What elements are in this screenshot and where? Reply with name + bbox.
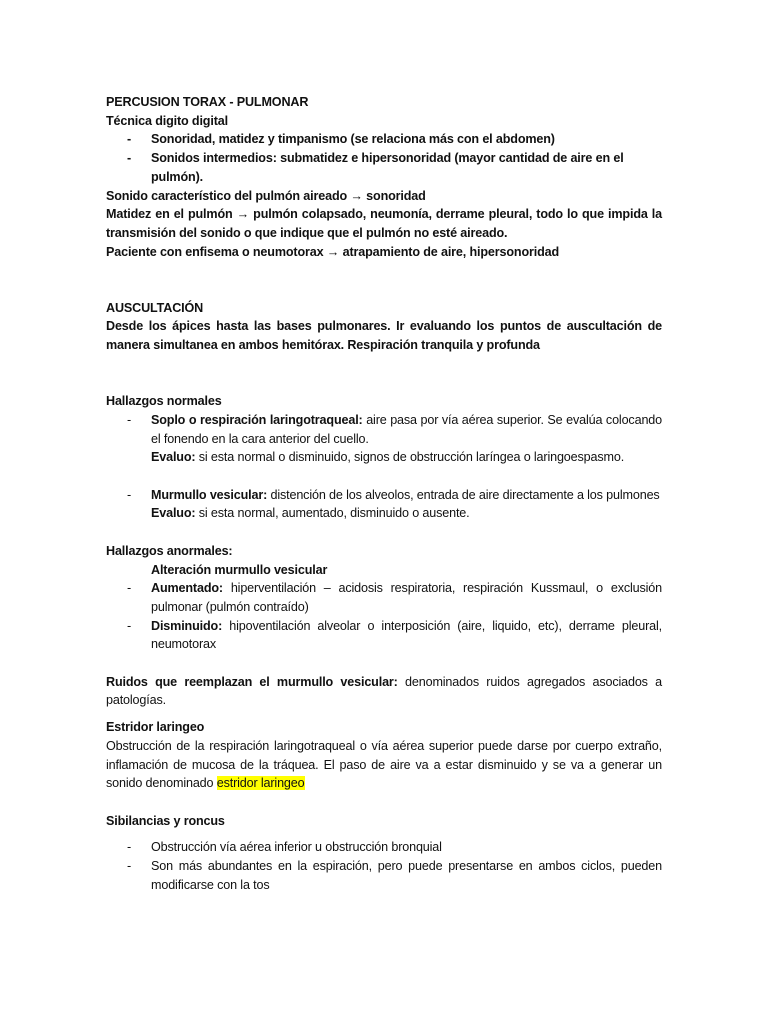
section-title-percusion: PERCUSION TORAX - PULMONAR xyxy=(106,95,309,109)
spacer xyxy=(106,523,662,542)
list-item-text: Sonoridad, matidez y timpanismo (se relaciona más con el abdomen) xyxy=(151,132,555,147)
term-label: Ruidos que reemplazan el murmullo vesicular: xyxy=(106,674,398,689)
term-label: Disminuido: xyxy=(151,618,223,633)
dash-marker: - xyxy=(127,132,132,147)
section-title-anormales: Hallazgos anormales: xyxy=(106,543,233,558)
eval-line xyxy=(106,504,662,523)
list-item xyxy=(106,617,662,654)
term-text: aire pasa por vía aérea superior. Se evalúa colocando el fonendo en la cara anterior del cuello. xyxy=(151,412,663,446)
term-label: Soplo o respiración laringotraqueal: xyxy=(151,412,363,427)
highlighted-text: estridor laringeo xyxy=(216,776,305,791)
eval-text: si esta normal o disminuido, signos de obstrucción laríngea o laringoespasmo. xyxy=(195,450,625,465)
percusion-line-1: Sonido característico del pulmón aireado → sonoridad xyxy=(106,188,426,203)
list-item xyxy=(106,857,662,894)
eval-line xyxy=(106,448,662,467)
list-item xyxy=(106,838,662,857)
eval-label: Evaluo: xyxy=(151,450,196,465)
list-item xyxy=(106,149,662,186)
dash-marker: - xyxy=(127,581,132,596)
spacer xyxy=(106,793,662,812)
spacer xyxy=(106,654,662,673)
list-item xyxy=(106,411,662,448)
list-item-text: Son más abundantes en la espiración, pero puede presentarse en ambos ciclos, pueden modificarse con la tos xyxy=(151,859,662,892)
dash-marker: - xyxy=(127,859,132,874)
term-text: denominados ruidos agregados asociados a patologías. xyxy=(106,674,662,708)
list-item xyxy=(106,130,662,149)
auscultacion-text: Desde los ápices hasta las bases pulmonares. Ir evaluando los puntos de auscultación de manera simultanea en ambos hemitórax. Respiración tranquila y profunda xyxy=(106,319,662,353)
spacer xyxy=(106,355,662,392)
document-body xyxy=(106,93,662,894)
percusion-subtitle: Técnica digito digital xyxy=(106,113,228,128)
spacer xyxy=(106,261,662,298)
spacer xyxy=(106,710,662,718)
estridor-text: Obstrucción de la respiración laringotraqueal o vía aérea superior puede darse por cuerpo extraño, inflamación de mucosa de la tráquea. El paso de aire va a estar disminuido y se va a generar un sonido denominado xyxy=(106,738,662,791)
percusion-line-3: Paciente con enfisema o neumotorax → atrapamiento de aire, hipersonoridad xyxy=(106,244,560,259)
list-item-text: Sonidos intermedios: submatidez e hipersonoridad (mayor cantidad de aire en el pulmón). xyxy=(151,151,624,184)
section-title-sibilancias: Sibilancias y roncus xyxy=(106,813,225,828)
list-item xyxy=(106,579,662,616)
term-text: distención de los alveolos, entrada de aire directamente a los pulmones xyxy=(267,487,660,502)
term-text: hipoventilación alveolar o interposición (aire, liquido, etc), derrame pleural, neumotorax xyxy=(151,618,662,652)
section-title-normales: Hallazgos normales xyxy=(106,394,222,409)
list-item-text: Obstrucción vía aérea inferior u obstrucción bronquial xyxy=(151,840,442,855)
dash-marker: - xyxy=(127,151,132,166)
dash-marker: - xyxy=(127,412,132,427)
spacer xyxy=(106,830,662,838)
estridor-paragraph xyxy=(106,737,662,793)
dash-marker: - xyxy=(127,618,132,633)
dash-marker: - xyxy=(127,840,132,855)
list-item xyxy=(106,486,662,505)
section-title-estridor: Estridor laringeo xyxy=(106,720,205,735)
section-title-auscultacion: AUSCULTACIÓN xyxy=(106,300,204,315)
eval-text: si esta normal, aumentado, disminuido o ausente. xyxy=(195,506,470,521)
eval-label: Evaluo: xyxy=(151,506,196,521)
spacer xyxy=(106,467,662,486)
term-label: Murmullo vesicular: xyxy=(151,487,268,502)
dash-marker: - xyxy=(127,487,132,502)
anormales-subtitle: Alteración murmullo vesicular xyxy=(151,562,328,577)
term-text: hiperventilación – acidosis respiratoria, respiración Kussmaul, o exclusión pulmonar (pulmón contraído) xyxy=(151,581,662,614)
percusion-line-2: Matidez en el pulmón → pulmón colapsado, neumonía, derrame pleural, todo lo que impida la transmisión del sonido o que indique que el pulmón no esté aireado. xyxy=(106,207,662,240)
term-label: Aumentado: xyxy=(151,581,223,596)
ruidos-paragraph xyxy=(106,673,662,710)
